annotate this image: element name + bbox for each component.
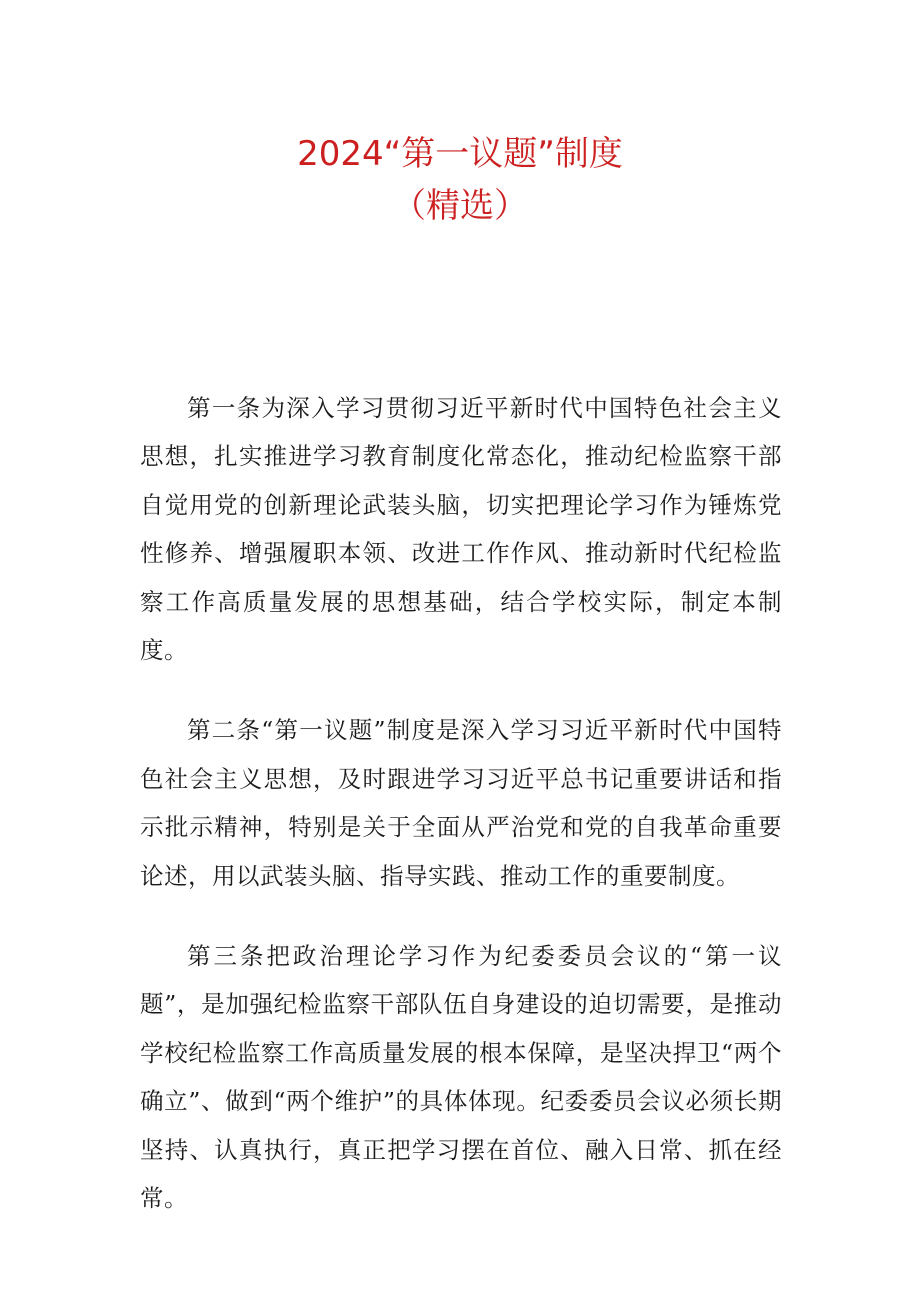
document-title: 2024“第一议题”制度 xyxy=(297,134,623,174)
article-1-paragraph: 第一条为深入学习贯彻习近平新时代中国特色社会主义思想，扎实推进学习教育制度化常态化，推动纪检监察干部自觉用党的创新理论武装头脑，切实把理论学习作为锤炼党性修养、增强履职本领、改进工作作风、推动新时代纪检监察工作高质量发展的思想基础，结合学校实际，制定本制度。 xyxy=(140,394,782,665)
document-body xyxy=(140,384,782,1255)
article-2-paragraph: 第二条“第一议题”制度是深入学习习近平新时代中国特色社会主义思想，及时跟进学习习近平总书记重要讲话和指示批示精神，特别是关于全面从严治党和党的自我革命重要论述，用以武装头脑、指导实践、推动工作的重要制度。 xyxy=(140,716,782,890)
document-subtitle: （精选） xyxy=(392,186,528,226)
article-3-paragraph: 第三条把政治理论学习作为纪委委员会议的“第一议题”，是加强纪检监察干部队伍自身建设的迫切需要，是推动学校纪检监察工作高质量发展的根本保障，是坚决捍卫“两个确立”、做到“两个维护”的具体体现。纪委委员会议必须长期坚持、认真执行，真正把学习摆在首位、融入日常、抓在经常。 xyxy=(140,942,782,1213)
